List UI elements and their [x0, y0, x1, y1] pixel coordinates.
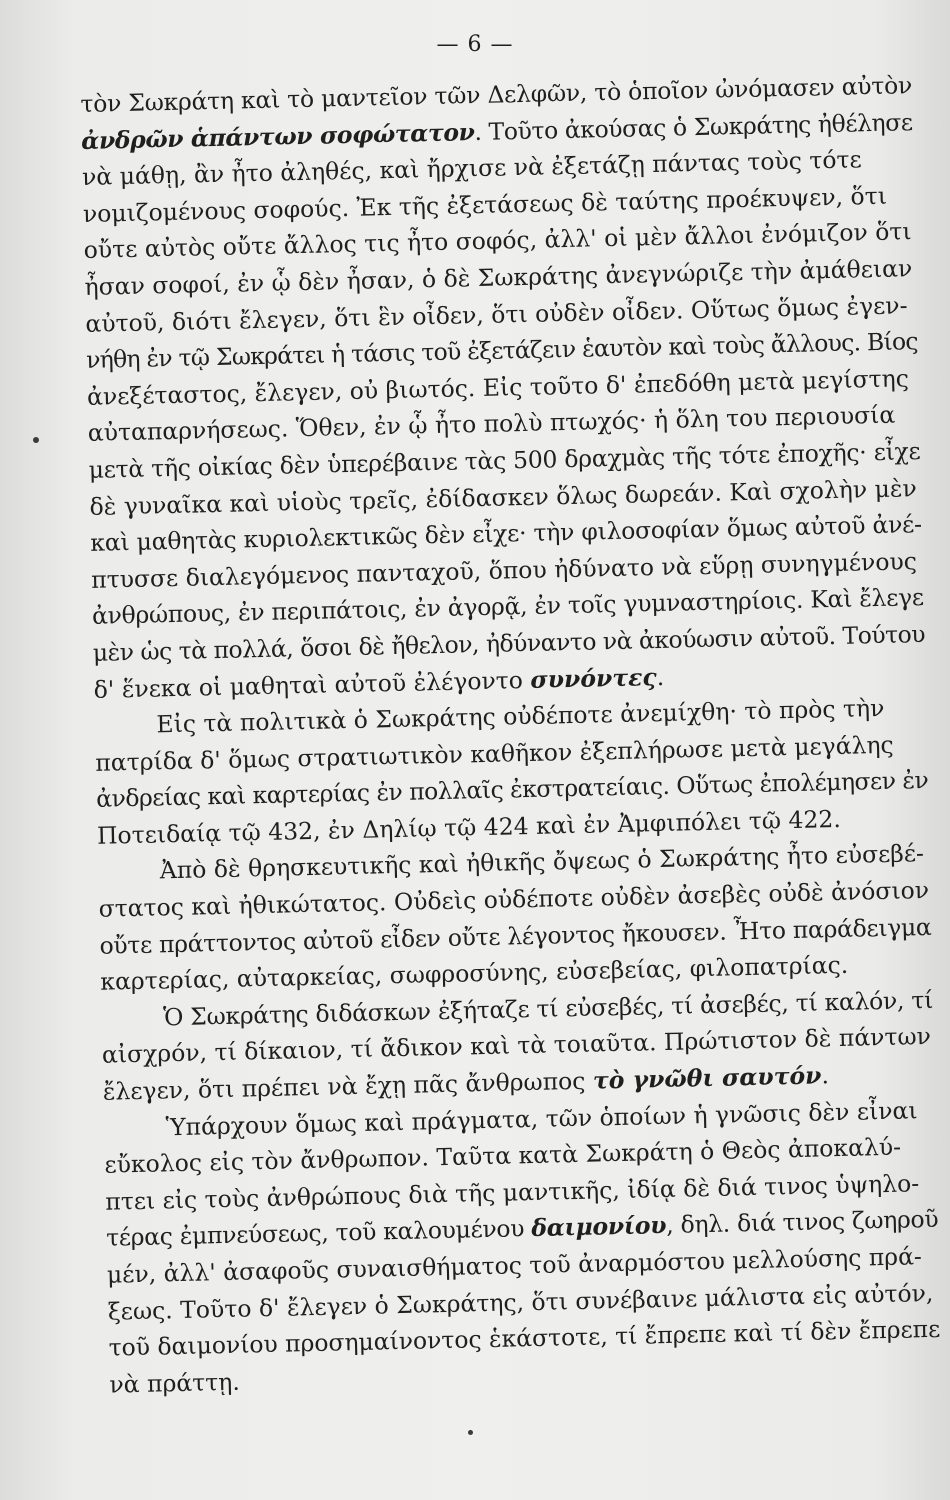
text-run: ἀνεξέταστος, ἔλεγεν, οὐ βιωτός. Εἰς τοῦτο δ' ἐπεδόθη μετὰ μεγίστης — [86, 364, 910, 411]
text-run: πτυσσε διαλεγόμενος πανταχοῦ, ὅπου ἠδύνατο νὰ εὕρῃ συνηγμένους — [90, 546, 918, 594]
margin-dot — [33, 437, 39, 443]
emphasized-phrase: συνόντες — [530, 662, 657, 694]
text-run: αἰσχρόν, τί δίκαιον, τί ἄδικον καὶ τὰ τοιαῦτα. Πρώτιστον δὲ πάντων — [101, 1022, 932, 1070]
text-run: εὔκολος εἰς τὸν ἄνθρωπον. Ταῦτα κατὰ Σωκράτη ὁ Θεὸς ἀποκαλύ- — [104, 1132, 902, 1179]
text-run: πτει εἰς τοὺς ἀνθρώπους διὰ τῆς μαντικῆς, ἰδίᾳ δὲ διά τινος ὑψηλο- — [104, 1169, 920, 1216]
text-run: νομιζομένους σοφούς. Ἐκ τῆς ἐξετάσεως δὲ ταύτης προέκυψεν, ὅτι — [82, 181, 888, 228]
text-run: καὶ μαθητὰς κυριολεκτικῶς δὲν εἶχε· τὴν φιλοσοφίαν ὅμως αὐτοῦ ἀνέ- — [90, 510, 923, 558]
emphasized-phrase: ἀνδρῶν ἁπάντων σοφώτατον — [80, 117, 475, 155]
text-run: , δηλ. διά τινος ζωηροῦ — [665, 1205, 939, 1240]
text-run: μέν, ἀλλ' ἀσαφοῦς συναισθήματος τοῦ ἀναρμόστου μελλούσης πρά- — [106, 1242, 923, 1289]
text-run: νὰ μάθῃ, ἂν ἦτο ἀληθές, καὶ ἤρχισε νὰ ἐξετάζῃ πάντας τοὺς τότε — [81, 145, 862, 192]
margin-dot — [468, 1430, 473, 1435]
body-text — [80, 67, 942, 1403]
text-run: δ' ἕνεκα οἱ μαθηταὶ αὐτοῦ ἐλέγοντο — [93, 665, 531, 704]
text-run: στατος καὶ ἠθικώτατος. Οὐδεὶς οὐδέποτε οὐδὲν ἀσεβὲς οὐδὲ ἀνόσιον — [98, 876, 930, 923]
text-run: . — [821, 1061, 830, 1090]
text-run: Ποτειδαίᾳ τῷ 432, ἐν Δηλίῳ τῷ 424 καὶ ἐν Ἀμφιπόλει τῷ 422. — [96, 804, 842, 850]
text-run: πατρίδα δ' ὅμως στρατιωτικὸν καθῆκον ἐξεπλήρωσε μετὰ μεγάλης — [95, 730, 894, 777]
text-run: νὰ πράττῃ. — [109, 1367, 241, 1399]
text-run: δὲ γυναῖκα καὶ υἱοὺς τρεῖς, ἐδίδασκεν ὅλως δωρεάν. Καὶ σχολὴν μὲν — [89, 473, 918, 521]
text-run: τοῦ δαιμονίου προσημαίνοντος ἑκάστοτε, τί ἔπρεπε καὶ τί δὲν ἔπρεπε — [108, 1314, 941, 1362]
emphasized-phrase: τὸ γνῶθι σαυτόν — [592, 1061, 822, 1095]
text-run: τὸν Σωκράτη καὶ τὸ μαντεῖον τῶν Δελφῶν, τὸ ὁποῖον ὠνόμασεν αὐτὸν — [80, 71, 913, 118]
text-run: οὔτε αὐτὸς οὔτε ἄλλος τις ἦτο σοφός, ἀλλ' οἱ μὲν ἄλλοι ἐνόμιζον ὅτι — [83, 217, 912, 265]
text-run: τέρας ἐμπνεύσεως, τοῦ καλουμένου — [105, 1214, 532, 1253]
text-run: Ὁ Σωκράτης διδάσκων ἐξήταζε τί εὐσεβές, τί ἀσεβές, τί καλόν, τί — [162, 985, 934, 1032]
text-run: Εἰς τὰ πολιτικὰ ὁ Σωκράτης οὐδέποτε ἀνεμίχθη· τὸ πρὸς τὴν — [156, 694, 885, 739]
text-run: Ἀπὸ δὲ θρησκευτικῆς καὶ ἠθικῆς ὄψεως ὁ Σωκράτης ἦτο εὐσεβέ- — [159, 839, 925, 885]
page-number: — 6 — — [436, 32, 514, 57]
text-run: αὐτοῦ, διότι ἔλεγεν, ὅτι ἓν οἶδεν, ὅτι οὐδὲν οἶδεν. Οὕτως ὅμως ἐγεν- — [85, 290, 908, 338]
text-run: ἀνδρείας καὶ καρτερίας ἐν πολλαῖς ἐκστρατείαις. Οὕτως ἐπολέμησεν ἐν — [95, 766, 929, 814]
text-run: μετὰ τῆς οἰκίας δὲν ὑπερέβαινε τὰς 500 δραχμὰς τῆς τότε ἐποχῆς· εἶχε — [88, 436, 921, 484]
text-run: ἀνθρώπους, ἐν περιπάτοις, ἐν ἀγορᾷ, ἐν τοῖς γυμναστηρίοις. Καὶ ἔλεγε — [91, 583, 924, 631]
text-run: αὐταπαρνήσεως. Ὅθεν, ἐν ᾧ ἦτο πολὺ πτωχός· ἡ ὅλη του περιουσία — [87, 400, 896, 448]
text-run: Ὑπάρχουν ὅμως καὶ πράγματα, τῶν ὁποίων ἡ γνῶσις δὲν εἶναι — [165, 1095, 918, 1141]
text-run: μὲν ὡς τὰ πολλά, ὅσοι δὲ ἤθελον, ἠδύναντο νὰ ἀκούωσιν αὐτοῦ. Τούτου — [92, 619, 926, 667]
text-run: ξεως. Τοῦτο δ' ἔλεγεν ὁ Σωκράτης, ὅτι συνέβαινε μάλιστα εἰς αὐτόν, — [107, 1278, 934, 1326]
text-run: νήθη ἐν τῷ Σωκράτει ἡ τάσις τοῦ ἐξετάζειν ἑαυτὸν καὶ τοὺς ἄλλους. Βίος — [85, 327, 919, 375]
text-run: . — [656, 662, 665, 691]
emphasized-phrase: δαιμονίου — [531, 1211, 667, 1243]
text-run: ἦσαν σοφοί, ἐν ᾧ δὲν ἦσαν, ὁ δὲ Σωκράτης ἀνεγνώριζε τὴν ἀμάθειαν — [84, 254, 913, 301]
text-run: οὔτε πράττοντος αὐτοῦ εἶδεν οὔτε λέγοντος ἤκουσεν. Ἦτο παράδειγμα — [99, 912, 932, 960]
text-run: ἔλεγεν, ὅτι πρέπει νὰ ἔχῃ πᾶς ἄνθρωπος — [102, 1066, 594, 1106]
text-run: . Τοῦτο ἀκούσας ὁ Σωκράτης ἠθέλησε — [474, 107, 913, 146]
text-run: καρτερίας, αὐταρκείας, σωφροσύνης, εὐσεβείας, φιλοπατρίας. — [100, 951, 849, 997]
